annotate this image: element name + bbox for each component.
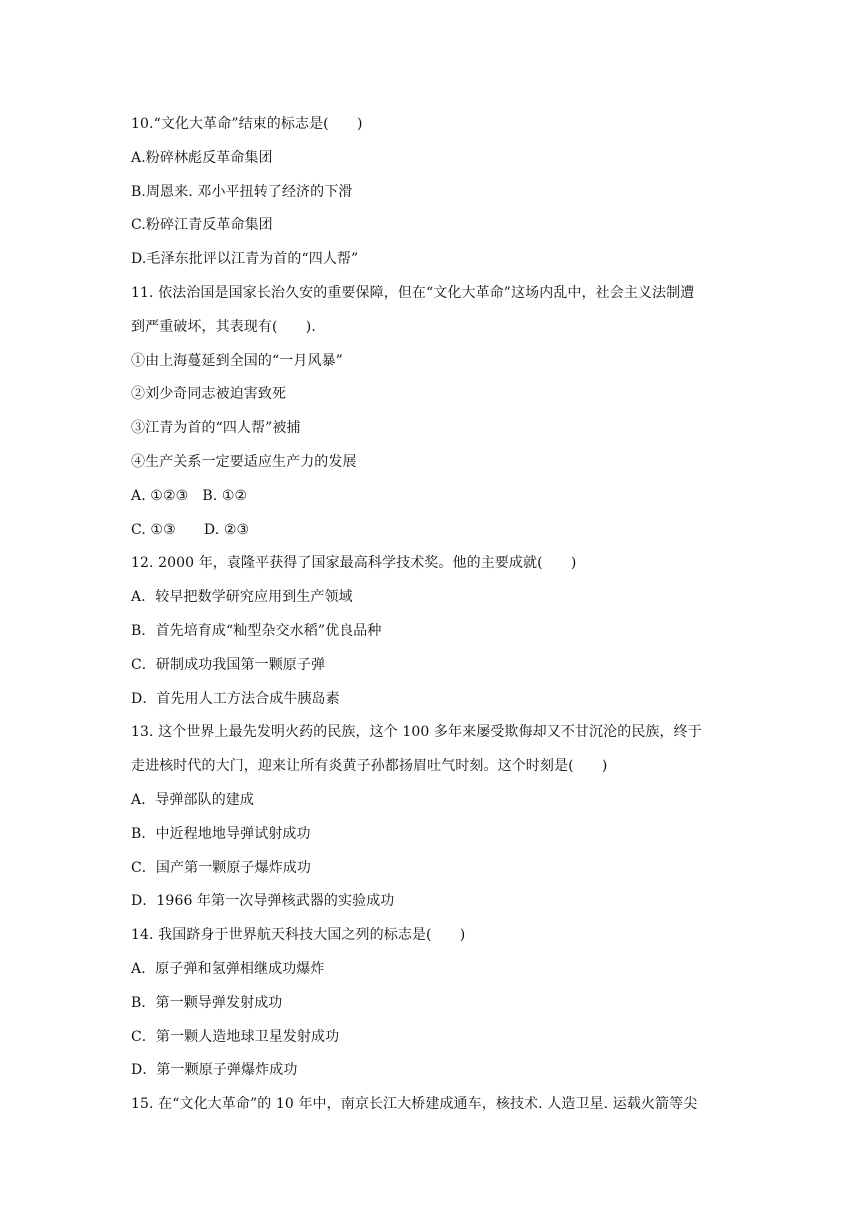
- question-11-stem-line-1: 11. 依法治国是国家长治久安的重要保障，但在“文化大革命”这场内乱中，社会主义法制遭: [131, 284, 695, 301]
- question-14-option-b: B．第一颗导弹发射成功: [131, 994, 283, 1011]
- question-11-options-ab: A. ①②③ B. ①②: [131, 487, 248, 504]
- question-11-options-cd: C. ①③ D. ②③: [131, 521, 250, 538]
- question-11-statement-3: ③江青为首的“四人帮”被捕: [131, 420, 301, 437]
- question-14-option-c: C．第一颗人造地球卫星发射成功: [131, 1028, 340, 1045]
- question-10-option-c: C.粉碎江青反革命集团: [131, 217, 273, 234]
- question-10-stem: 10.“文化大革命”结束的标志是( ): [131, 116, 363, 132]
- question-13-option-a: A．导弹部队的建成: [131, 791, 255, 808]
- question-10-option-d: D.毛泽东批评以江青为首的“四人帮”: [131, 251, 359, 268]
- question-12-option-b: B．首先培育成“籼型杂交水稻”优良品种: [131, 622, 382, 639]
- question-14-option-a: A．原子弹和氢弹相继成功爆炸: [131, 960, 325, 977]
- question-list: [131, 108, 735, 1122]
- question-14-option-d: D．第一颗原子弹爆炸成功: [131, 1062, 298, 1079]
- question-12-option-a: A．较早把数学研究应用到生产领域: [131, 589, 353, 606]
- question-13-stem-line-2: 走进核时代的大门，迎来让所有炎黄子孙都扬眉吐气时刻。这个时刻是( ): [131, 758, 608, 775]
- question-14-stem: 14. 我国跻身于世界航天科技大国之列的标志是( ): [131, 927, 466, 944]
- question-15-stem-line-1: 15. 在“文化大革命”的 10 年中，南京长江大桥建成通车，核技术. 人造卫星. 运载火箭等尖: [131, 1096, 698, 1113]
- question-13-option-b: B．中近程地地导弹试射成功: [131, 825, 311, 842]
- question-11-statement-2: ②刘少奇同志被迫害致死: [131, 386, 287, 403]
- question-13-stem-line-1: 13. 这个世界上最先发明火药的民族，这个 100 多年来屡受欺侮却又不甘沉沦的民族，终于: [131, 724, 702, 741]
- question-10-option-b: B.周恩来. 邓小平扭转了经济的下滑: [131, 183, 353, 200]
- question-12-option-c: C．研制成功我国第一颗原子弹: [131, 656, 326, 673]
- question-12-option-d: D．首先用人工方法合成牛胰岛素: [131, 690, 340, 707]
- question-11-statement-4: ④生产关系一定要适应生产力的发展: [131, 453, 357, 470]
- question-11-stem-line-2: 到严重破坏，其表现有( ).: [131, 318, 316, 335]
- question-11-statement-1: ①由上海蔓延到全国的“一月风暴”: [131, 352, 343, 369]
- question-13-option-d: D．1966 年第一次导弹核武器的实验成功: [131, 893, 395, 910]
- question-12-stem: 12. 2000 年，袁隆平获得了国家最高科学技术奖。他的主要成就( ): [131, 555, 577, 572]
- question-10-option-a: A.粉碎林彪反革命集团: [131, 149, 273, 166]
- question-13-option-c: C．国产第一颗原子爆炸成功: [131, 859, 312, 876]
